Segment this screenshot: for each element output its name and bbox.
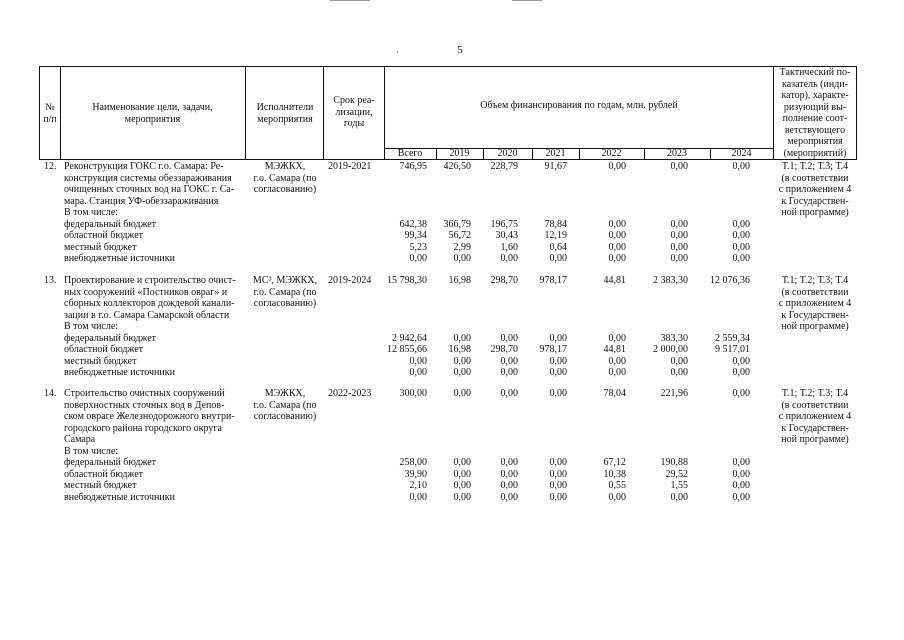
row-indicator: ной программе) xyxy=(781,207,849,218)
source-value: 12,19 xyxy=(544,230,567,241)
row-total-value: 298,70 xyxy=(490,275,518,286)
source-value: 0,00 xyxy=(500,253,518,264)
row-total-value: 978,17 xyxy=(539,275,567,286)
row-total-value: 0,00 xyxy=(732,161,750,172)
year-header: 2019 xyxy=(449,148,470,159)
source-value: 0,00 xyxy=(608,491,626,503)
source-value: 0,00 xyxy=(670,218,688,230)
row-indicator: Т.1; Т.2; Т.3; Т.4 xyxy=(781,161,849,172)
source-value: 0,00 xyxy=(500,332,518,344)
source-value: 0,00 xyxy=(732,355,750,367)
row-indicator: Т.1; Т.2; Т.3; Т.4 xyxy=(781,388,849,399)
source-value: 190,88 xyxy=(660,457,688,468)
source-value: 29,52 xyxy=(665,468,688,480)
source-value: 0,00 xyxy=(670,253,688,264)
row-executor: МЭЖКХ, xyxy=(264,388,306,399)
row-total-value: 426,50 xyxy=(443,161,471,172)
source-value: 78,84 xyxy=(544,218,567,230)
source-value: 1,60 xyxy=(500,241,518,253)
page-number: 5 xyxy=(457,44,463,56)
row-title: В том числе: xyxy=(64,321,119,332)
source-value: 366,79 xyxy=(443,218,471,230)
row-total-value: 78,04 xyxy=(603,388,626,399)
row-title: мара. Станция УФ-обеззараживания xyxy=(64,195,219,207)
row-title: В том числе: xyxy=(64,445,119,457)
row-indicator: с приложением 4 xyxy=(778,411,852,422)
source-value: 2 559,34 xyxy=(715,332,750,344)
source-value: 0,00 xyxy=(549,355,567,367)
source-value: 39,90 xyxy=(404,468,427,480)
source-value: 0,00 xyxy=(500,491,518,503)
source-value: 0,00 xyxy=(453,491,471,503)
row-total-value: 0,00 xyxy=(500,388,518,399)
source-value: 0,00 xyxy=(453,367,471,378)
header-num: № п/п xyxy=(43,102,57,125)
row-number: 12. xyxy=(44,161,57,172)
source-value: 99,34 xyxy=(404,230,427,241)
row-total-value: 0,00 xyxy=(608,161,626,172)
source-value: 2 000,00 xyxy=(653,344,688,355)
row-total-value: 2 383,30 xyxy=(653,275,688,286)
row-indicator: Т.1; Т.2; Т.3; Т.4 xyxy=(781,275,849,286)
source-value: 0,00 xyxy=(549,480,567,491)
header-executors: Исполнители мероприятия xyxy=(256,102,314,125)
row-indicator: к Государствен- xyxy=(781,195,849,207)
source-value: 0,00 xyxy=(608,332,626,344)
row-total-value: 91,67 xyxy=(544,161,567,172)
source-value: 0,00 xyxy=(549,468,567,480)
row-executor: г.о. Самара (по xyxy=(253,172,317,184)
source-value: 0,00 xyxy=(608,241,626,253)
year-header: 2020 xyxy=(497,148,518,159)
source-value: 2,10 xyxy=(409,480,427,491)
source-name: областной бюджет xyxy=(64,468,144,480)
source-value: 16,98 xyxy=(448,344,471,355)
row-title: Реконструкция ГОКС г.о. Самара: Ре- xyxy=(64,161,224,172)
source-name: областной бюджет xyxy=(64,230,144,241)
source-value: 196,75 xyxy=(490,218,518,230)
row-title: Проектирование и строительство очист- xyxy=(64,275,236,286)
row-title: зации в г.о. Самара Самарской области xyxy=(64,309,230,321)
source-value: 0,55 xyxy=(608,480,626,491)
source-value: 44,81 xyxy=(603,344,626,355)
source-name: местный бюджет xyxy=(64,480,137,491)
row-title: поверхностных сточных вод в Депов- xyxy=(64,399,225,411)
row-title: В том числе: xyxy=(64,207,119,218)
row-title: сборных коллекторов дождевой канали- xyxy=(64,298,235,309)
header-term: Срок реа-лизации, годы xyxy=(333,95,375,129)
source-value: 10,38 xyxy=(603,468,626,480)
row-title: ском овраге Железнодорожного внутри- xyxy=(64,411,235,422)
source-value: 12 855,66 xyxy=(387,344,427,355)
source-name: федеральный бюджет xyxy=(64,218,157,230)
source-value: 0,64 xyxy=(549,241,567,253)
source-value: 0,00 xyxy=(453,332,471,344)
source-value: 0,00 xyxy=(500,355,518,367)
source-value: 0,00 xyxy=(608,367,626,378)
source-name: областной бюджет xyxy=(64,344,144,355)
source-value: 0,00 xyxy=(732,491,750,503)
row-indicator: (в соответствии xyxy=(781,399,849,411)
row-term: 2022-2023 xyxy=(328,388,372,399)
row-total-value: 300,00 xyxy=(399,388,427,399)
source-value: 2 942,64 xyxy=(392,332,427,344)
row-total-value: 221,96 xyxy=(660,388,688,399)
row-total-value: 0,00 xyxy=(549,388,567,399)
row-executor: МС³, МЭЖКХ, xyxy=(252,275,318,286)
row-executor: согласованию) xyxy=(253,184,317,195)
source-value: 0,00 xyxy=(549,367,567,378)
source-value: 30,43 xyxy=(495,230,518,241)
row-title: Строительство очистных сооружений xyxy=(64,388,225,399)
row-executor: согласованию) xyxy=(253,298,317,309)
row-executor: г.о. Самара (по xyxy=(253,399,317,411)
source-value: 0,00 xyxy=(500,480,518,491)
source-value: 0,00 xyxy=(670,367,688,378)
source-value: 0,00 xyxy=(549,253,567,264)
source-value: 0,00 xyxy=(732,367,750,378)
header-financing: Объем финансирования по годам, млн. рублей xyxy=(480,100,678,111)
row-executor: г.о. Самара (по xyxy=(253,286,317,298)
row-total-value: 44,81 xyxy=(603,275,626,286)
source-value: 0,00 xyxy=(732,457,750,468)
source-name: местный бюджет xyxy=(64,355,137,367)
row-number: 14. xyxy=(44,388,57,399)
row-title: ных сооружений «Постников овраг» и xyxy=(64,286,228,298)
source-value: 1,55 xyxy=(670,480,688,491)
source-value: 56,72 xyxy=(448,230,471,241)
source-name: внебюджетные источники xyxy=(64,367,175,378)
source-value: 0,00 xyxy=(670,355,688,367)
source-value: 0,00 xyxy=(409,355,427,367)
row-indicator: ной программе) xyxy=(781,321,849,332)
row-executor: МЭЖКХ, xyxy=(264,161,306,172)
row-indicator: (в соответствии xyxy=(781,286,849,298)
source-value: 0,00 xyxy=(409,491,427,503)
source-value: 0,00 xyxy=(608,355,626,367)
row-indicator: к Государствен- xyxy=(781,422,849,434)
source-value: 0,00 xyxy=(670,491,688,503)
source-value: 0,00 xyxy=(453,468,471,480)
source-value: 5,23 xyxy=(409,241,427,253)
row-title: городского района городского округа xyxy=(64,422,222,434)
row-total-value: 228,79 xyxy=(490,161,518,172)
source-name: внебюджетные источники xyxy=(64,491,175,503)
source-value: 383,30 xyxy=(660,332,688,344)
row-number: 13. xyxy=(44,275,57,286)
source-value: 258,00 xyxy=(399,457,427,468)
row-total-value: 15 798,30 xyxy=(387,275,427,286)
source-value: 0,00 xyxy=(409,253,427,264)
source-value: 0,00 xyxy=(549,491,567,503)
row-title: очищенных сточных вод на ГОКС г. Са- xyxy=(64,184,235,195)
row-indicator: ной программе) xyxy=(781,434,849,445)
row-indicator: с приложением 4 xyxy=(778,298,852,309)
row-term: 2019-2021 xyxy=(328,161,372,172)
source-value: 0,00 xyxy=(732,468,750,480)
row-title: конструкция системы обеззараживания xyxy=(64,172,232,184)
row-title: Самара xyxy=(64,434,96,445)
source-value: 0,00 xyxy=(500,468,518,480)
source-value: 0,00 xyxy=(670,230,688,241)
source-value: 298,70 xyxy=(490,344,518,355)
source-value: 0,00 xyxy=(453,480,471,491)
row-total-value: 0,00 xyxy=(670,161,688,172)
row-term: 2019-2024 xyxy=(328,275,372,286)
row-executor: согласованию) xyxy=(253,411,317,422)
source-value: 0,00 xyxy=(732,480,750,491)
header-name: Наименование цели, задачи, мероприятия xyxy=(92,102,213,125)
year-header: 2023 xyxy=(667,148,687,159)
source-value: 9 517,01 xyxy=(715,344,750,355)
source-value: 0,00 xyxy=(453,355,471,367)
source-value: 0,00 xyxy=(549,457,567,468)
source-value: 0,00 xyxy=(732,253,750,264)
row-total-value: 0,00 xyxy=(453,388,471,399)
scan-mark xyxy=(330,0,370,1)
row-indicator: (в соответствии xyxy=(781,172,849,184)
source-value: 0,00 xyxy=(732,218,750,230)
source-value: 0,00 xyxy=(500,457,518,468)
scan-mark xyxy=(512,0,542,1)
year-header: Всего xyxy=(397,148,423,159)
row-indicator: с приложением 4 xyxy=(778,184,852,195)
source-value: 67,12 xyxy=(603,457,626,468)
source-name: федеральный бюджет xyxy=(64,332,157,344)
source-value: 0,00 xyxy=(453,253,471,264)
source-value: 0,00 xyxy=(608,253,626,264)
source-value: 0,00 xyxy=(732,230,750,241)
row-total-value: 16,98 xyxy=(448,275,471,286)
header-indicator: Тактический по-казатель (инди-катор), характе-ризующий вы-полнение соот-ветствующего мероприятия (мероприятий) xyxy=(779,67,851,159)
year-header: 2022 xyxy=(601,148,622,159)
source-name: внебюджетные источники xyxy=(64,253,175,264)
source-value: 0,00 xyxy=(500,367,518,378)
source-value: 0,00 xyxy=(549,332,567,344)
source-value: 0,00 xyxy=(409,367,427,378)
source-value: 0,00 xyxy=(732,241,750,253)
row-total-value: 0,00 xyxy=(732,388,750,399)
source-name: федеральный бюджет xyxy=(64,457,157,468)
scan-dot: · xyxy=(396,47,399,57)
row-total-value: 12 076,36 xyxy=(710,275,750,286)
year-header: 2021 xyxy=(545,148,566,159)
source-value: 0,00 xyxy=(608,230,626,241)
source-value: 2,99 xyxy=(453,241,471,253)
source-value: 0,00 xyxy=(670,241,688,253)
source-value: 642,38 xyxy=(399,218,427,230)
year-header: 2024 xyxy=(731,148,752,159)
source-value: 0,00 xyxy=(453,457,471,468)
source-value: 978,17 xyxy=(539,344,567,355)
source-value: 0,00 xyxy=(608,218,626,230)
row-indicator: к Государствен- xyxy=(781,309,849,321)
row-total-value: 746,95 xyxy=(399,161,427,172)
source-name: местный бюджет xyxy=(64,241,137,253)
